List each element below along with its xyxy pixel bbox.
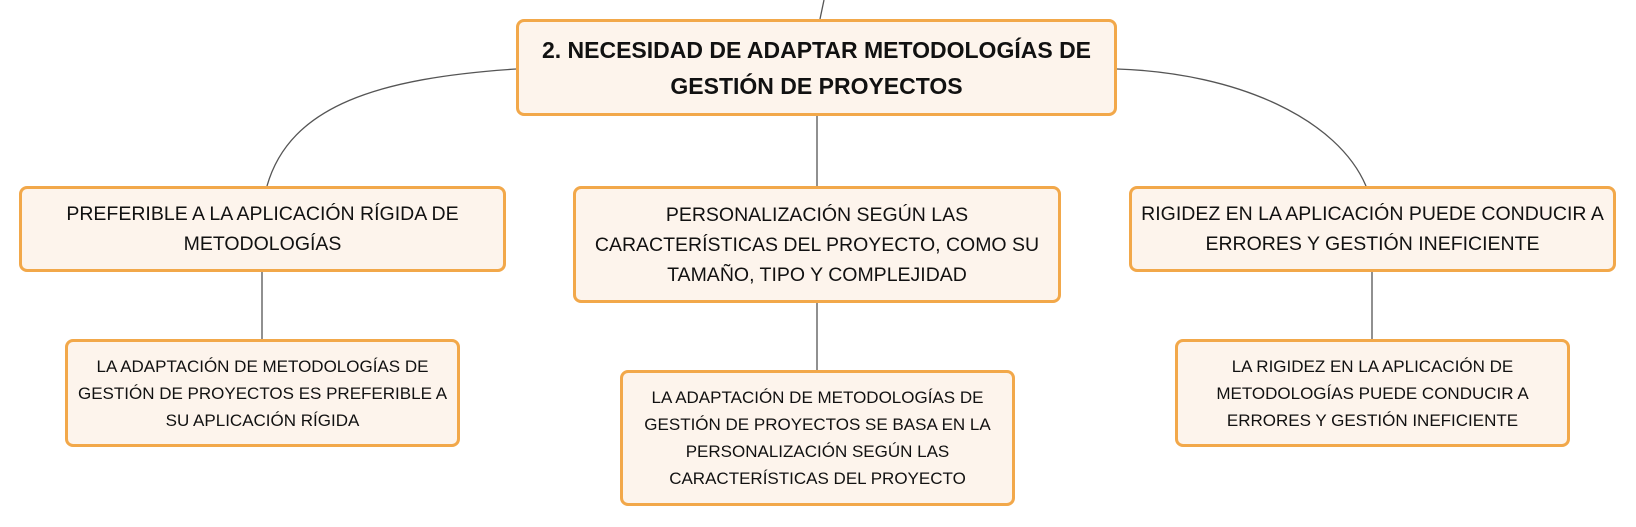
leaf-node-center[interactable] bbox=[620, 370, 1015, 506]
leaf-node-right[interactable] bbox=[1175, 339, 1570, 447]
branch-node-right[interactable] bbox=[1129, 186, 1616, 272]
connector-root-to-right bbox=[1117, 69, 1366, 186]
branch-node-left-label: PREFERIBLE A LA APLICACIÓN RÍGIDA DE METODOLOGÍAS bbox=[66, 203, 459, 255]
leaf-node-left-label: LA ADAPTACIÓN DE METODOLOGÍAS DE GESTIÓN DE PROYECTOS ES PREFERIBLE A SU APLICACIÓN RÍGIDA bbox=[77, 356, 448, 430]
leaf-node-left[interactable] bbox=[65, 339, 460, 447]
leaf-node-center-label: LA ADAPTACIÓN DE METODOLOGÍAS DE GESTIÓN DE PROYECTOS SE BASA EN LA PERSONALIZACIÓN SEGÚN LAS CARACTERÍSTICAS DEL PROYECTO bbox=[644, 388, 991, 488]
branch-node-center-label: PERSONALIZACIÓN SEGÚN LAS CARACTERÍSTICAS DEL PROYECTO, COMO SU TAMAÑO, TIPO Y COMPLEJIDAD bbox=[594, 203, 1040, 286]
connector-incoming bbox=[820, 0, 824, 19]
branch-node-center[interactable] bbox=[573, 186, 1061, 303]
branch-node-left[interactable] bbox=[19, 186, 506, 272]
leaf-node-right-label: LA RIGIDEZ EN LA APLICACIÓN DE METODOLOGÍAS PUEDE CONDUCIR A ERRORES Y GESTIÓN INEFICIENTE bbox=[1216, 356, 1529, 430]
root-node-label: 2. NECESIDAD DE ADAPTAR METODOLOGÍAS DE GESTIÓN DE PROYECTOS bbox=[541, 36, 1092, 99]
connector-root-to-left bbox=[267, 69, 516, 186]
root-node[interactable] bbox=[516, 19, 1117, 116]
branch-node-right-label: RIGIDEZ EN LA APLICACIÓN PUEDE CONDUCIR A ERRORES Y GESTIÓN INEFICIENTE bbox=[1141, 203, 1604, 255]
